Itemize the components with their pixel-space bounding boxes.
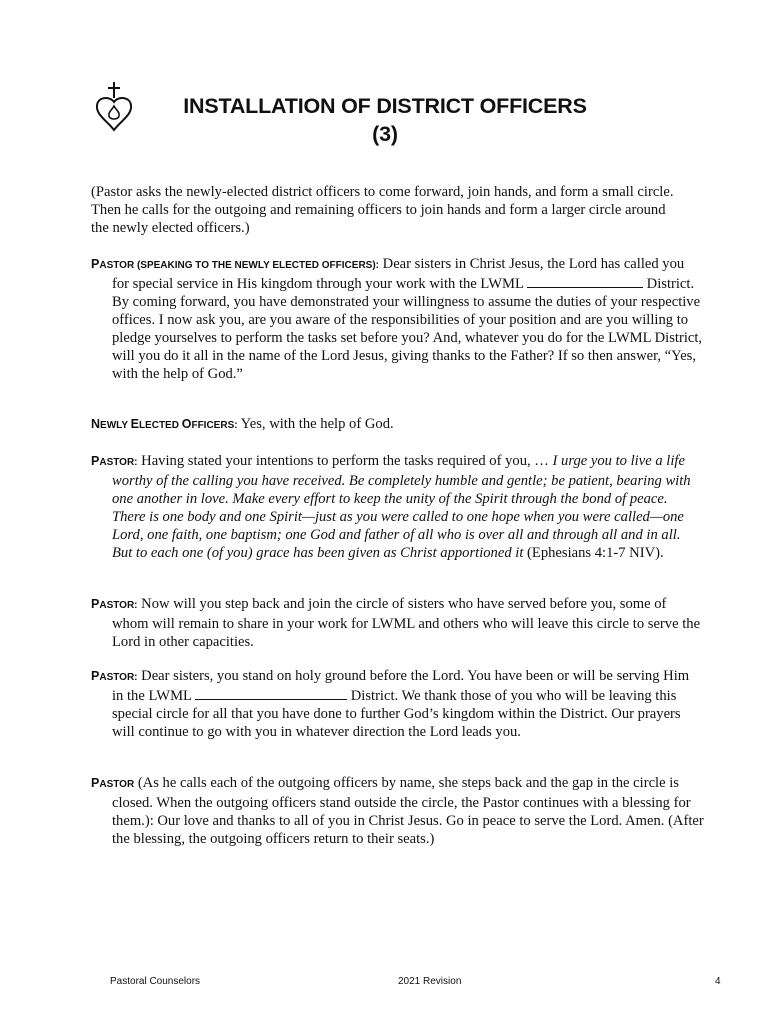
pastor-paragraph-2 bbox=[91, 452, 704, 562]
paragraph-text: Yes, with the help of God. bbox=[237, 416, 394, 432]
speaker-label: PASTOR: bbox=[91, 597, 138, 611]
district-blank bbox=[527, 275, 643, 288]
page-number: 4 bbox=[715, 976, 721, 987]
intro-paragraph: (Pastor asks the newly-elected district officers to come forward, join hands, and form a small circle. Then he calls for the outgoing and remaining officers to join hands and form a larger circle around the newly elected officers.) bbox=[91, 184, 674, 236]
speaker-label: PASTOR (SPEAKING TO THE NEWLY ELECTED OFFICERS): bbox=[91, 257, 379, 271]
paragraph-text: Now will you step back and join the circle of sisters who have served before you, some of whom will remain to share in your work for LWML and others who will leave this circle to serve the Lord in other capacities. bbox=[112, 596, 701, 650]
paragraph-text: (As he calls each of the outgoing officers by name, she steps back and the gap in the circle is closed. When the outgoing officers stand outside the circle, the Pastor continues with a blessing for them.): Our love and thanks to all of you in Christ Jesus. Go in peace to serve the Lord. Amen. (After the blessing, the outgoing officers return to their seats.) bbox=[112, 775, 704, 847]
title-line-2: (3) bbox=[372, 122, 398, 146]
speaker-label: PASTOR bbox=[91, 776, 135, 790]
page-title bbox=[150, 92, 620, 148]
pastor-paragraph-3 bbox=[91, 595, 704, 651]
paragraph-text: Dear sisters, you stand on holy ground before the Lord. You have been or will be serving Him in the LWML bbox=[112, 668, 690, 704]
speaker-label: PASTOR: bbox=[91, 454, 138, 468]
cross-heart-icon bbox=[92, 80, 136, 134]
pastor-paragraph-4 bbox=[91, 667, 704, 741]
paragraph-text: District. We thank those of you who will be leaving this special circle for all that you have done to further God’s kingdom within the District. Our prayers will continue to go with you in whatever direction the Lord leads you. bbox=[112, 688, 681, 740]
pastor-paragraph-5 bbox=[91, 774, 704, 848]
title-line-1: INSTALLATION OF DISTRICT OFFICERS bbox=[183, 94, 587, 118]
footer-center: 2021 Revision bbox=[398, 976, 462, 987]
scripture-quote: I urge you to live a life worthy of the calling you have received. Be completely humble and gentle; be patient, bearing with one another in love. Make every effort to keep the unity of the Spirit through the bond of peace. There is one body and one Spirit—just as you were called to one hope when you were called—one Lord, one faith, one baptism; one God and father of all who is over all and through all and in all. But to each one (of you) grace has been given as Christ apportioned it bbox=[112, 453, 691, 561]
paragraph-text: District. By coming forward, you have demonstrated your willingness to assume the duties of your respective offices. I now ask you, are you aware of the responsibilities of your position and are you willing to pledge yourselves to perform the tasks set before you? And, whatever you do for the LWML District, will you do it all in the name of the Lord Jesus, giving thanks to the Father? If so then answer, “Yes, with the help of God.” bbox=[112, 276, 703, 382]
footer-left: Pastoral Counselors bbox=[110, 976, 201, 987]
district-blank bbox=[195, 687, 347, 700]
scripture-citation: (Ephesians 4:1-7 NIV). bbox=[523, 545, 664, 561]
speaker-label: PASTOR: bbox=[91, 669, 138, 683]
newly-elected-paragraph bbox=[91, 415, 704, 435]
paragraph-text: Having stated your intentions to perform the tasks required of you, … bbox=[137, 453, 553, 469]
pastor-paragraph-1 bbox=[91, 255, 704, 383]
paragraph-text: Dear sisters in Christ Jesus, the Lord has called you for special service in His kingdom through your work with the LWML bbox=[112, 256, 685, 292]
speaker-label: NEWLY ELECTED OFFICERS: bbox=[91, 417, 238, 431]
